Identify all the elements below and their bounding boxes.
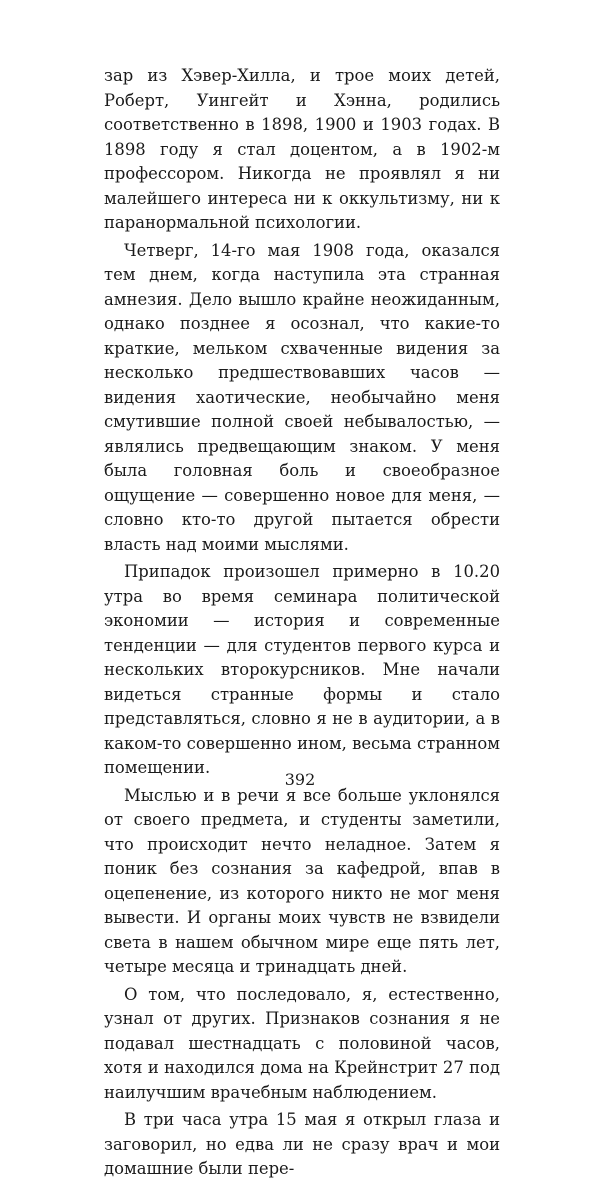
body-text — [104, 64, 500, 1185]
paragraph-3: Припадок произошел примерно в 10.20 утра во время семинара политической экономии — история и современные тенденции — для студентов первого курса и нескольких второкурсников. Мне начали видеться странные формы и стало представляться, словно я не в аудитории, а в каком-то совершенно ином, весьма странном помещении. — [104, 562, 500, 777]
paragraph-1: зар из Хэвер-Хилла, и трое моих детей, Роберт, Уингейт и Хэнна, родились соответственно в 1898, 1900 и 1903 годах. В 1898 году я стал доцентом, а в 1902-м профессором. Никогда не проявлял я ни малейшего интереса ни к оккультизму, ни к паранормальной психологии. — [104, 66, 500, 232]
paragraph-6: В три часа утра 15 мая я открыл глаза и заговорил, но едва ли не сразу врач и мои домашние были пере- — [104, 1110, 500, 1178]
paragraph-2: Четверг, 14-го мая 1908 года, оказался тем днем, когда наступила эта странная амнезия. Дело вышло крайне неожиданным, однако позднее я осознал, что какие-то краткие, мельком схваченные видения за несколько предшествовавших часов — видения хаотические, необычайно меня смутившие полной своей небывалостью, — являлись предвещающим знаком. У меня была головная боль и своеобразное ощущение — совершенно новое для меня, — словно кто-то другой пытается обрести власть над моими мыслями. — [104, 240, 500, 554]
paragraph-5: О том, что последовало, я, естественно, узнал от других. Признаков сознания я не подавал шестнадцать с половиной часов, хотя и находился дома на Крейнстрит 27 под наилучшим врачебным наблюдением. — [104, 984, 500, 1102]
paragraph-4: Мыслью и в речи я все больше уклонялся от своего предмета, и студенты заметили, что происходит нечто неладное. Затем я поник без сознания за кафедрой, впав в оцепенение, из которого никто не мог меня вывести. И органы моих чувств не взвидели света в нашем обычном мире еще пять лет, четыре месяца и тринадцать дней. — [104, 785, 500, 976]
page-number: 392 — [284, 770, 316, 789]
